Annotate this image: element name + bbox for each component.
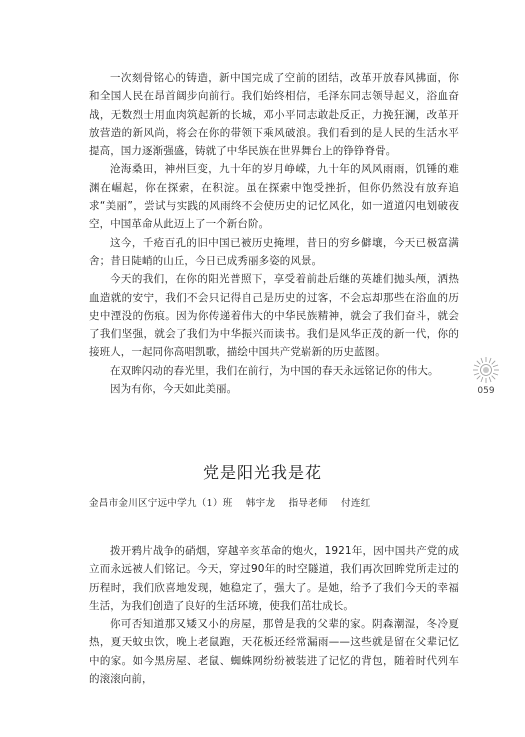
article-title: 党是阳光我是花 [202,463,322,482]
paragraph: 在双眸闪动的春光里，我们在前行，为中国的春天永远铭记你的伟大。 [110,364,439,377]
sunburst-icon [472,356,500,384]
previous-article-body [89,69,459,398]
article-byline [89,495,381,509]
article-body [89,542,459,688]
byline-author: 韩宇龙 [245,498,276,509]
byline-school: 金昌市金川区宁远中学九（1）班 [89,498,233,509]
byline-teacher: 付连红 [341,498,371,509]
page-number-ornament [466,356,506,406]
page-number: 059 [477,386,495,396]
paragraph: 拨开鸦片战争的硝烟，穿越辛亥革命的炮火，1921年，因中国共产党的成立而永远被人们铭记。今天，穿过90年的时空隧道，我们再次回眸党所走过的历程时，我们欣喜地发现，她稳定了，强大了。是她，给予了我们今天的幸福生活，为我们创造了良好的生活环境，使我们茁壮成长。 [89,545,459,612]
paragraph: 今天的我们，在你的阳光普照下，享受着前赴后继的英雄们抛头颅，洒热血造就的安宁，我们不会只记得自己是历史的过客，不会忘却那些在浴血的历史中湮没的伤痕。因为你传递着伟大的中华民族精神，就会了我们奋斗，就会了我们坚强，就会了我们为中华振兴而读书。我们是风华正茂的新一代，你的接班人，一起同你高唱凯歌，描绘中国共产党崭新的历史蓝图。 [89,273,459,359]
paragraph: 你可否知道那又矮又小的房屋，那曾是我的父辈的家。阴森潮湿，冬冷夏热，夏天蚊虫饮，晚上老鼠跑，天花板还经常漏雨——这些就是留在父辈记忆中的家。如今黑房屋、老鼠、蜘蛛网纷纷被装进了记忆的背包，随着时代列车的滚滚向前， [89,618,459,686]
paragraph: 沧海桑田，神州巨变，九十年的岁月峥嵘，九十年的风风雨雨，饥锤的难渊在崛起，你在探索，在积淀。虽在探索中饱受挫折，但你仍然没有放弃追求“美丽”，尝试与实践的风雨终不会使历史的记忆风化，如一道道闪电划破夜空，中国革命从此迈上了一个新台阶。 [89,163,459,231]
paragraph: 一次刻骨铭心的铸造，新中国完成了空前的团结，改革开放春风拂面，你和全国人民在昂首阔步向前行。我们始终相信，毛泽东同志领导起义，浴血奋战，无数烈士用血肉筑起新的长城，邓小平同志敢赴反正，力挽狂澜，改革开放营造的新风尚，将会在你的带领下乘风破浪。我们看到的是人民的生活水平提高，国力逐渐强盛，铸就了中华民族在世界舞台上的铮铮脊骨。 [89,72,459,158]
byline-teacher-label: 指导老师 [288,498,328,509]
paragraph: 因为有你，今天如此美丽。 [110,383,238,396]
paragraph: 这今，千疮百孔的旧中国已被历史掩埋，昔日的穷乡僻壤，今天已极富满舍；昔日陡峭的山丘，今日已成秀丽多姿的风景。 [89,236,459,267]
